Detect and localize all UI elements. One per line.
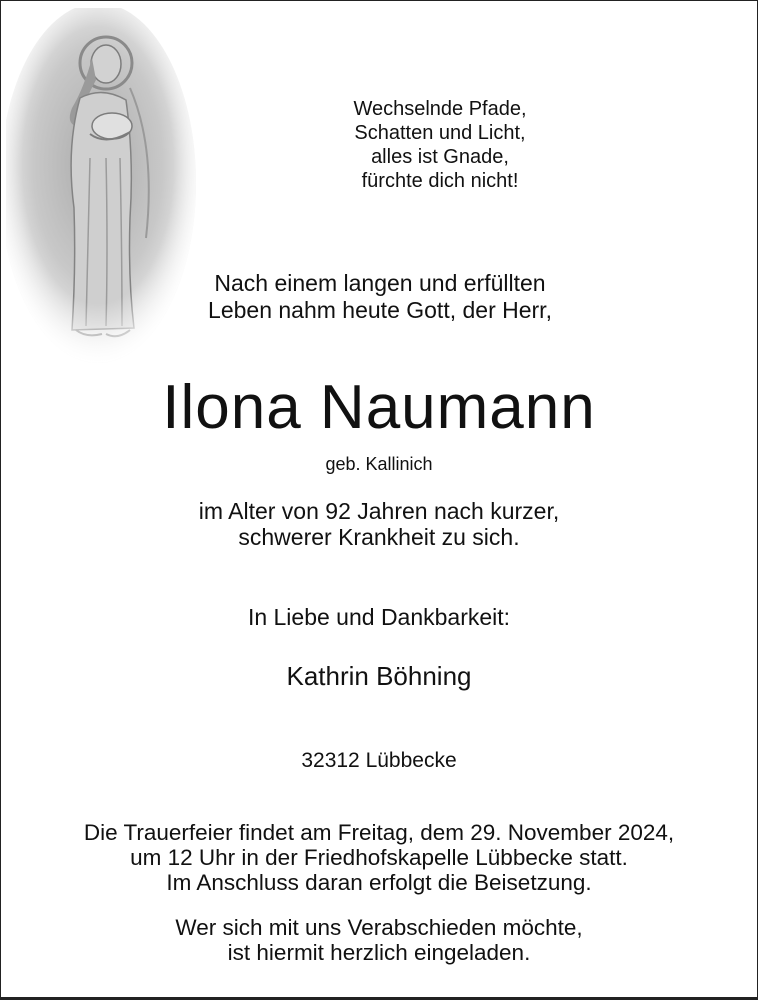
mourner-name: Kathrin Böhning [286, 661, 472, 691]
intro-text [120, 270, 640, 324]
verse-line: Schatten und Licht, [354, 122, 526, 144]
age-text [0, 498, 758, 550]
birth-name: geb. Kallinich [325, 454, 433, 474]
verse [300, 97, 580, 193]
deceased-name: Ilona Naumann [162, 373, 596, 442]
intro-line: Leben nahm heute Gott, der Herr, [208, 297, 552, 323]
funeral-line: Die Trauerfeier findet am Freitag, dem 29. November 2024, [83, 820, 675, 845]
funeral-line: um 12 Uhr in der Friedhofskapelle Lübbecke statt. [130, 845, 628, 870]
invitation-line: Wer sich mit uns Verabschieden möchte, [175, 915, 583, 940]
verse-line: Wechselnde Pfade, [353, 98, 527, 120]
age-line: schwerer Krankheit zu sich. [238, 524, 520, 550]
mourners-heading: In Liebe und Dankbarkeit: [247, 604, 511, 630]
funeral-line: Im Anschluss daran erfolgt die Beisetzung. [166, 870, 592, 895]
verse-line: fürchte dich nicht! [361, 170, 519, 192]
age-line: im Alter von 92 Jahren nach kurzer, [198, 498, 560, 524]
invitation [0, 915, 758, 965]
funeral-info [0, 820, 758, 895]
mourner-place: 32312 Lübbecke [301, 749, 457, 772]
intro-line: Nach einem langen und erfüllten [214, 270, 546, 296]
verse-line: alles ist Gnade, [371, 146, 509, 168]
invitation-line: ist hiermit herzlich eingeladen. [227, 940, 531, 965]
